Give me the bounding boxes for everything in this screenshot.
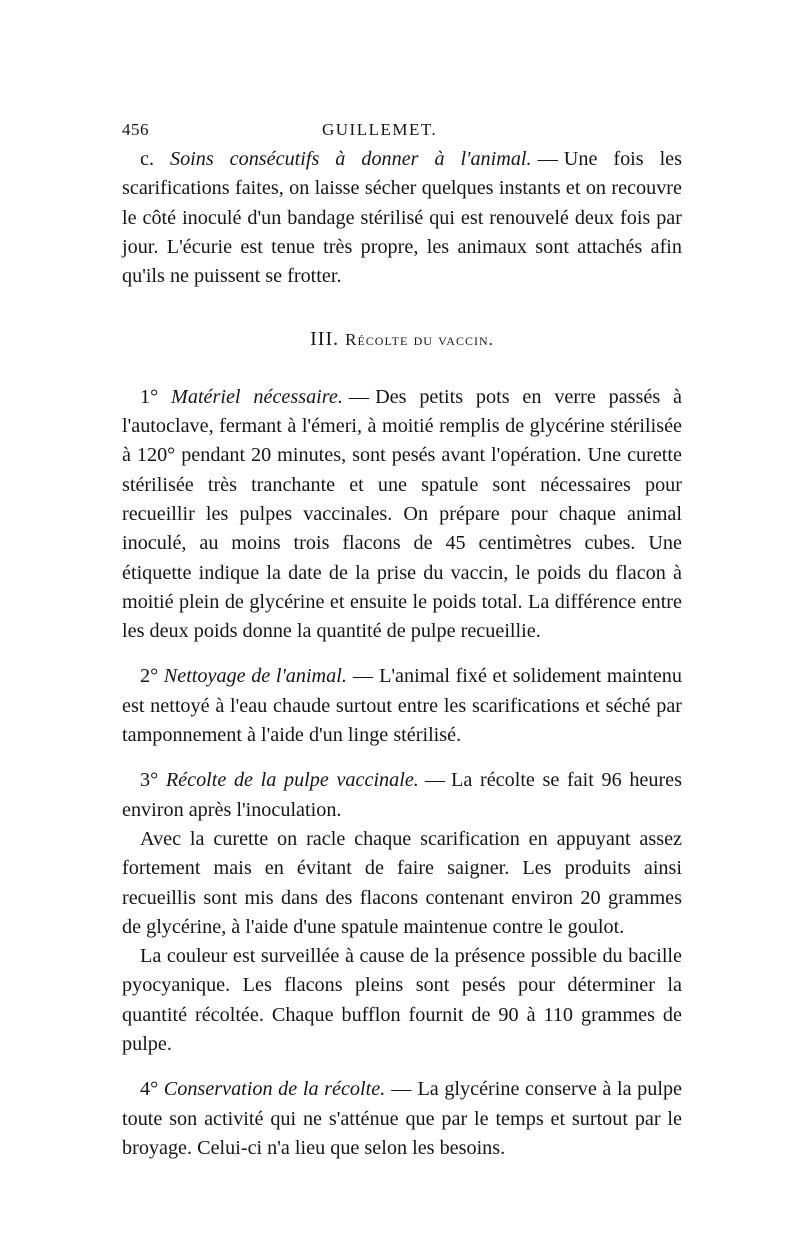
section-label: 3° xyxy=(140,769,159,792)
section-heading: Conservation de la récolte. xyxy=(163,1078,386,1101)
section-heading: Soins consécutifs à donner à l'animal. xyxy=(169,148,532,170)
paragraph-body: Une fois les scarifications faites, on laisse sécher quelques instants et on recouvre le côté inoculé d'un bandage stérilisé qui est renouvelé deux fois par jour. L'écurie est tenue très propre, les animaux sont attachés afin qu'ils ne puissent se frotter. xyxy=(122,148,682,288)
section-label: 4° xyxy=(140,1078,159,1101)
section-label: 2° xyxy=(140,665,159,688)
section-heading: Récolte de la pulpe vaccinale. xyxy=(165,769,419,792)
paragraph-couleur: La couleur est surveillée à cause de la présence possible du bacille pyocyanique. Les flacons pleins sont pesés pour déterminer la quantité récoltée. Chaque bufflon fournit de 90 à 110 grammes de pulpe. xyxy=(122,945,682,1056)
section-numeral: III. xyxy=(310,328,340,351)
paragraph-materiel: 1° Matériel nécessaire. — Des petits pots en verre passés à l'autoclave, fermant à l'émeri, à moitié remplis de glycérine stérilisée à 120° pendant 20 minutes, sont pesés avant l'opération. Une curette stérilisée très tranchante et une spatule sont nécessaires pour recueillir les pulpes vaccinales. On prépare pour chaque animal inoculé, au moins trois flacons de 45 centimètres cubes. Une étiquette indique la date de la prise du vaccin, le poids du flacon à moitié plein de glycérine et ensuite le poids total. La différence entre les deux poids donne la quantité de pulpe recueillie. xyxy=(122,385,683,643)
paragraph-nettoyage: 2° Nettoyage de l'animal. — L'animal fixé et solidement maintenu est nettoyé à l'eau chaude surtout entre les scarifications et séché par tamponnement à l'aide d'un linge stérilisé. xyxy=(122,665,682,747)
paragraph-body: La récolte se fait 96 heures environ après l'inoculation. xyxy=(122,769,682,821)
running-header xyxy=(122,115,682,145)
section-label: 1° xyxy=(140,385,159,408)
section-heading: Matériel nécessaire. xyxy=(171,385,343,408)
paragraph-body: La glycérine conserve à la pulpe toute son activité qui ne s'atténue que par le temps et surtout par le broyage. Celui-ci n'a lieu que selon les besoins. xyxy=(122,1078,682,1159)
paragraph-soins: c. Soins consécutifs à donner à l'animal. — Une fois les scarifications faites, on laisse sécher quelques instants et on recouvre le côté inoculé d'un bandage stérilisé qui est renouvelé deux fois par jour. L'écurie est tenue très propre, les animaux sont attachés afin qu'ils ne puissent se frotter. xyxy=(122,148,682,288)
running-title: GUILLEMET. xyxy=(322,120,438,139)
page-number: 456 xyxy=(122,120,149,139)
book-page xyxy=(122,115,682,1163)
paragraph-body: Des petits pots en verre passés à l'autoclave, fermant à l'émeri, à moitié remplis de glycérine stérilisée à 120° pendant 20 minutes, sont pesés avant l'opération. Une curette stérilisée très tranchante et une spatule sont nécessaires pour recueillir les pulpes vaccinales. On prépare pour chaque animal inoculé, au moins trois flacons de 45 centimètres cubes. Une étiquette indique la date de la prise du vaccin, le poids du flacon à moitié plein de glycérine et ensuite le poids total. La différence entre les deux poids donne la quantité de pulpe recueillie. xyxy=(122,385,683,643)
section-title-recolte xyxy=(122,325,682,354)
paragraph-recolte-pulpe: 3° Récolte de la pulpe vaccinale. — La récolte se fait 96 heures environ après l'inoculation. xyxy=(122,769,682,821)
section-label: c. xyxy=(140,148,155,170)
section-title-text: Récolte du vaccin. xyxy=(345,330,494,350)
paragraph-conservation: 4° Conservation de la récolte. — La glycérine conserve à la pulpe toute son activité qui ne s'atténue que par le temps et surtout par le broyage. Celui-ci n'a lieu que selon les besoins. xyxy=(122,1078,682,1159)
paragraph-curette: Avec la curette on racle chaque scarification en appuyant assez fortement mais en évitant de faire saigner. Les produits ainsi recueillis sont mis dans des flacons contenant environ 20 grammes de glycérine, à l'aide d'une spatule maintenue contre le goulot. xyxy=(122,827,682,938)
section-heading: Nettoyage de l'animal. xyxy=(163,665,347,688)
paragraph-body: L'animal fixé et solidement maintenu est nettoyé à l'eau chaude surtout entre les scarifications et séché par tamponnement à l'aide d'un linge stérilisé. xyxy=(122,665,682,747)
